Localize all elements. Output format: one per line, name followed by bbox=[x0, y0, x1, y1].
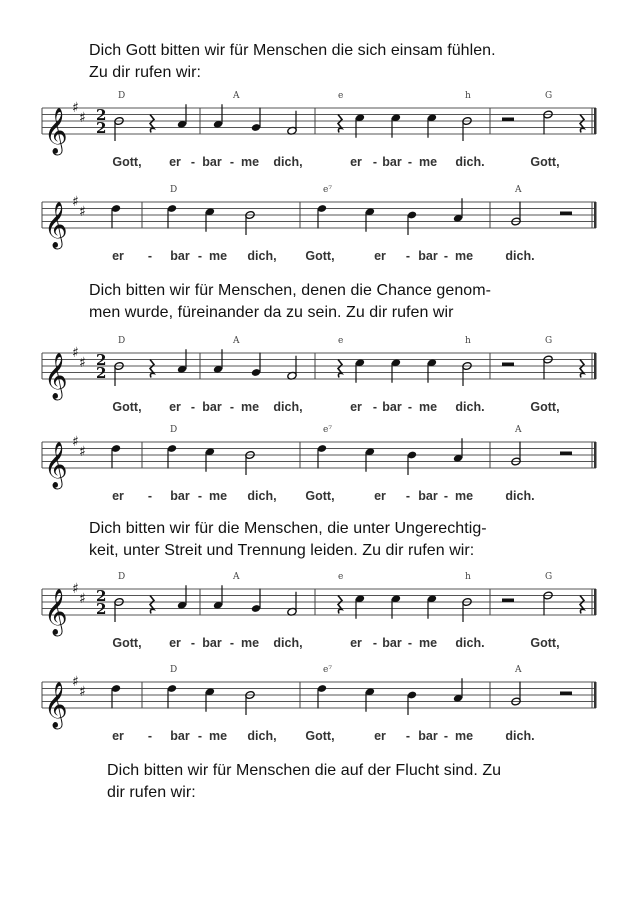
lyric-syllable: dich. bbox=[455, 155, 485, 169]
time-signature-digit: 2 bbox=[96, 587, 107, 605]
lyric-syllable: - bbox=[407, 155, 413, 169]
lyric-syllable: - bbox=[147, 249, 153, 263]
lyric-syllable: Gott, bbox=[112, 400, 142, 414]
prayer-text-4 bbox=[107, 760, 501, 804]
chord-symbol: G bbox=[545, 91, 553, 101]
chord-symbol: A bbox=[233, 336, 240, 346]
lyric-syllable: - bbox=[372, 636, 378, 650]
chord-symbol: h bbox=[465, 91, 471, 101]
final-barline-thick bbox=[594, 202, 597, 228]
half-rest-icon bbox=[502, 118, 514, 122]
lyric-syllable: bar bbox=[418, 249, 438, 263]
lyric-syllable: - bbox=[190, 636, 196, 650]
lyric-syllable: er bbox=[374, 729, 386, 743]
chord-symbol: e bbox=[338, 91, 344, 101]
chord-symbol: A bbox=[233, 91, 240, 101]
quarter-rest-icon bbox=[580, 360, 584, 378]
lyric-syllable: dich, bbox=[273, 636, 303, 650]
chord-symbol: A bbox=[515, 425, 522, 435]
sharp-icon: ♯ bbox=[72, 674, 79, 690]
lyric-syllable: dich, bbox=[247, 249, 277, 263]
final-barline-thick bbox=[594, 108, 597, 134]
lyric-syllable: - bbox=[443, 249, 449, 263]
lyric-syllable: dich, bbox=[247, 489, 277, 503]
lyric-syllable: er bbox=[374, 489, 386, 503]
chord-symbol: D bbox=[170, 425, 178, 435]
half-rest-icon bbox=[502, 363, 514, 367]
lyric-syllable: dich. bbox=[455, 636, 485, 650]
lyric-syllable: - bbox=[147, 729, 153, 743]
lyric-syllable: me bbox=[454, 249, 474, 263]
lyric-syllable: er bbox=[169, 400, 181, 414]
staff-notation bbox=[0, 182, 638, 272]
prayer-4-line-1: Dich bitten wir für Menschen die auf der Flucht sind. Zu bbox=[107, 762, 502, 779]
lyric-syllable: dich. bbox=[505, 729, 535, 743]
quarter-rest-icon bbox=[338, 115, 342, 133]
lyric-syllable: - bbox=[443, 729, 449, 743]
prayer-text-2 bbox=[89, 280, 491, 324]
lyric-syllable: er bbox=[374, 249, 386, 263]
lyric-syllable: - bbox=[407, 636, 413, 650]
lyric-syllable: bar bbox=[170, 729, 190, 743]
final-barline-thick bbox=[594, 353, 597, 379]
lyric-syllable: me bbox=[454, 729, 474, 743]
time-signature-digit: 2 bbox=[96, 351, 107, 369]
chord-symbol: e bbox=[338, 336, 344, 346]
lyric-syllable: bar bbox=[202, 636, 222, 650]
final-barline-thick bbox=[594, 589, 597, 615]
lyric-syllable: er bbox=[112, 729, 124, 743]
prayer-2-line-1: Dich bitten wir für Menschen, denen die Chance genom- bbox=[89, 282, 491, 299]
chord-symbol: e bbox=[338, 572, 344, 582]
quarter-rest-icon bbox=[150, 115, 154, 133]
quarter-rest-icon bbox=[338, 596, 342, 614]
lyric-syllable: - bbox=[372, 155, 378, 169]
lyric-syllable: - bbox=[372, 400, 378, 414]
chord-symbol: G bbox=[545, 572, 553, 582]
treble-clef-icon: 𝄞 bbox=[44, 442, 68, 488]
lyric-syllable: er bbox=[112, 489, 124, 503]
staff-notation bbox=[0, 88, 638, 178]
lyric-syllable: me bbox=[240, 636, 260, 650]
lyric-syllable: bar bbox=[418, 489, 438, 503]
chord-symbol: h bbox=[465, 572, 471, 582]
chord-symbol: D bbox=[118, 91, 126, 101]
lyric-syllable: bar bbox=[202, 155, 222, 169]
lyric-syllable: dich. bbox=[455, 400, 485, 414]
lyric-syllable: me bbox=[208, 729, 228, 743]
chord-symbol: e⁷ bbox=[323, 185, 332, 195]
lyric-syllable: Gott, bbox=[530, 155, 560, 169]
lyric-syllable: bar bbox=[382, 636, 402, 650]
half-rest-icon bbox=[560, 452, 572, 456]
lyric-syllable: - bbox=[405, 249, 411, 263]
chord-symbol: D bbox=[170, 185, 178, 195]
chord-symbol: h bbox=[465, 336, 471, 346]
prayer-1-line-1: Dich Gott bitten wir für Menschen die sich einsam fühlen. bbox=[89, 42, 496, 59]
lyric-syllable: - bbox=[405, 729, 411, 743]
quarter-rest-icon bbox=[580, 596, 584, 614]
treble-clef-icon: 𝄞 bbox=[44, 108, 68, 154]
lyric-syllable: Gott, bbox=[305, 249, 335, 263]
staff-notation bbox=[0, 569, 638, 659]
lyric-syllable: bar bbox=[418, 729, 438, 743]
prayer-2-line-2: men wurde, füreinander da zu sein. Zu dir rufen wir bbox=[89, 304, 454, 321]
quarter-rest-icon bbox=[580, 115, 584, 133]
lyric-syllable: me bbox=[418, 155, 438, 169]
sharp-icon: ♯ bbox=[72, 345, 79, 361]
lyric-syllable: - bbox=[229, 400, 235, 414]
treble-clef-icon: 𝄞 bbox=[44, 682, 68, 728]
prayer-1-line-2: Zu dir rufen wir: bbox=[89, 64, 201, 81]
lyric-syllable: Gott, bbox=[112, 636, 142, 650]
lyric-syllable: - bbox=[190, 400, 196, 414]
staff-notation bbox=[0, 662, 638, 752]
lyric-syllable: Gott, bbox=[530, 400, 560, 414]
lyric-syllable: bar bbox=[202, 400, 222, 414]
prayer-3-line-2: keit, unter Streit und Trennung leiden. Zu dir rufen wir: bbox=[89, 542, 475, 559]
lyric-syllable: Gott, bbox=[305, 729, 335, 743]
lyric-syllable: - bbox=[443, 489, 449, 503]
staff-notation bbox=[0, 333, 638, 423]
lyric-syllable: er bbox=[350, 636, 362, 650]
lyric-syllable: - bbox=[197, 729, 203, 743]
chord-symbol: A bbox=[233, 572, 240, 582]
lyric-syllable: er bbox=[169, 636, 181, 650]
sharp-icon: ♯ bbox=[72, 434, 79, 450]
chord-symbol: A bbox=[515, 185, 522, 195]
prayer-4-line-2: dir rufen wir: bbox=[107, 784, 196, 801]
lyric-syllable: Gott, bbox=[530, 636, 560, 650]
lyric-syllable: dich. bbox=[505, 489, 535, 503]
final-barline-thick bbox=[594, 442, 597, 468]
half-rest-icon bbox=[560, 692, 572, 696]
chord-symbol: A bbox=[515, 665, 522, 675]
staff-notation bbox=[0, 422, 638, 512]
lyric-syllable: Gott, bbox=[305, 489, 335, 503]
lyric-syllable: - bbox=[197, 489, 203, 503]
prayer-text-3 bbox=[89, 518, 487, 562]
time-signature-digit: 2 bbox=[96, 364, 107, 382]
lyric-syllable: dich, bbox=[273, 400, 303, 414]
lyric-syllable: me bbox=[208, 489, 228, 503]
lyric-syllable: - bbox=[407, 400, 413, 414]
sharp-icon: ♯ bbox=[79, 109, 86, 126]
final-barline-thick bbox=[594, 682, 597, 708]
lyric-syllable: bar bbox=[382, 400, 402, 414]
lyric-syllable: bar bbox=[382, 155, 402, 169]
lyric-syllable: dich. bbox=[505, 249, 535, 263]
half-rest-icon bbox=[560, 212, 572, 216]
lyric-syllable: dich, bbox=[247, 729, 277, 743]
sharp-icon: ♯ bbox=[72, 100, 79, 116]
lyric-syllable: me bbox=[240, 400, 260, 414]
chord-symbol: D bbox=[118, 336, 126, 346]
prayer-text-1 bbox=[89, 40, 496, 84]
treble-clef-icon: 𝄞 bbox=[44, 353, 68, 399]
lyric-syllable: er bbox=[350, 400, 362, 414]
lyric-syllable: er bbox=[112, 249, 124, 263]
prayer-3-line-1: Dich bitten wir für die Menschen, die unter Ungerechtig- bbox=[89, 520, 487, 537]
sharp-icon: ♯ bbox=[79, 203, 86, 220]
lyric-syllable: me bbox=[208, 249, 228, 263]
lyric-syllable: me bbox=[240, 155, 260, 169]
quarter-rest-icon bbox=[150, 360, 154, 378]
lyric-syllable: bar bbox=[170, 249, 190, 263]
lyric-syllable: - bbox=[147, 489, 153, 503]
quarter-rest-icon bbox=[338, 360, 342, 378]
chord-symbol: e⁷ bbox=[323, 665, 332, 675]
lyric-syllable: - bbox=[229, 636, 235, 650]
lyric-syllable: Gott, bbox=[112, 155, 142, 169]
lyric-syllable: - bbox=[197, 249, 203, 263]
chord-symbol: e⁷ bbox=[323, 425, 332, 435]
treble-clef-icon: 𝄞 bbox=[44, 202, 68, 248]
lyric-syllable: bar bbox=[170, 489, 190, 503]
chord-symbol: D bbox=[170, 665, 178, 675]
treble-clef-icon: 𝄞 bbox=[44, 589, 68, 635]
lyric-syllable: er bbox=[350, 155, 362, 169]
lyric-syllable: me bbox=[454, 489, 474, 503]
time-signature-digit: 2 bbox=[96, 600, 107, 618]
lyric-syllable: - bbox=[190, 155, 196, 169]
lyric-syllable: er bbox=[169, 155, 181, 169]
sharp-icon: ♯ bbox=[79, 683, 86, 700]
chord-symbol: D bbox=[118, 572, 126, 582]
sharp-icon: ♯ bbox=[72, 194, 79, 210]
time-signature-digit: 2 bbox=[96, 106, 107, 124]
lyric-syllable: me bbox=[418, 400, 438, 414]
chord-symbol: G bbox=[545, 336, 553, 346]
lyric-syllable: - bbox=[229, 155, 235, 169]
sharp-icon: ♯ bbox=[72, 581, 79, 597]
sharp-icon: ♯ bbox=[79, 590, 86, 607]
lyric-syllable: me bbox=[418, 636, 438, 650]
lyric-syllable: dich, bbox=[273, 155, 303, 169]
sharp-icon: ♯ bbox=[79, 354, 86, 371]
half-rest-icon bbox=[502, 599, 514, 603]
time-signature-digit: 2 bbox=[96, 119, 107, 137]
quarter-rest-icon bbox=[150, 596, 154, 614]
lyric-syllable: - bbox=[405, 489, 411, 503]
sharp-icon: ♯ bbox=[79, 443, 86, 460]
